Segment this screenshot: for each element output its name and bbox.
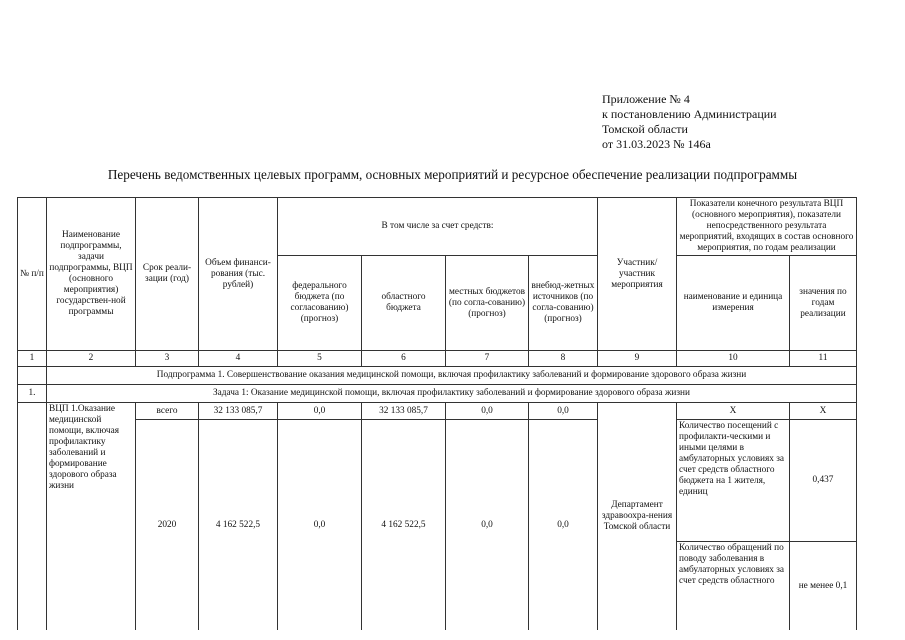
col-num-2: 2 [47, 351, 136, 367]
vcp-num [18, 403, 47, 631]
header-ind-name: наименование и единица измерения [677, 256, 790, 351]
vcp-total-local: 0,0 [446, 403, 529, 420]
vcp-total-extra: 0,0 [529, 403, 598, 420]
appendix-line-3: Томской области [602, 122, 688, 136]
col-num-7: 7 [446, 351, 529, 367]
vcp-2020-extra: 0,0 [529, 420, 598, 631]
vcp-2020-term: 2020 [136, 420, 199, 631]
vcp-total-federal: 0,0 [278, 403, 362, 420]
vcp-name: ВЦП 1.Оказание медицинской помощи, включая профилактику заболеваний и формирование здорового образа жизни [47, 403, 136, 631]
program-table [17, 197, 857, 630]
vcp-total-ind-value: Х [790, 403, 857, 420]
header-regional: областного бюджета [362, 256, 446, 351]
col-num-9: 9 [598, 351, 677, 367]
vcp-total-ind-name: Х [677, 403, 790, 420]
subprogram-title: Подпрограмма 1. Совершенствование оказания медицинской помощи, включая профилактику заболеваний и формирование здорового образа жизни [47, 367, 857, 385]
header-incl: В том числе за счет средств: [278, 198, 598, 256]
indicator-1-value: 0,437 [790, 420, 857, 542]
vcp-total-regional: 32 133 085,7 [362, 403, 446, 420]
vcp-2020-federal: 0,0 [278, 420, 362, 631]
indicator-2-value: не менее 0,1 [790, 542, 857, 631]
header-volume: Объем финанси-рования (тыс. рублей) [199, 198, 278, 351]
column-numbers-row [18, 351, 857, 367]
col-num-10: 10 [677, 351, 790, 367]
col-num-6: 6 [362, 351, 446, 367]
task-title: Задача 1: Оказание медицинской помощи, включая профилактику заболеваний и формирование здорового образа жизни [47, 385, 857, 403]
vcp-2020-regional: 4 162 522,5 [362, 420, 446, 631]
task-num: 1. [18, 385, 47, 403]
col-num-11: 11 [790, 351, 857, 367]
col-num-8: 8 [529, 351, 598, 367]
appendix-line-1: Приложение № 4 [602, 92, 690, 106]
col-num-5: 5 [278, 351, 362, 367]
subprogram-row [18, 367, 857, 385]
header-local: местных бюджетов (по согла-сованию) (прогноз) [446, 256, 529, 351]
vcp-participant: Департамент здравоохра-нения Томской области [598, 403, 677, 631]
vcp-total-term: всего [136, 403, 199, 420]
col-num-1: 1 [18, 351, 47, 367]
header-participant: Участник/ участник мероприятия [598, 198, 677, 351]
vcp-total-row [18, 403, 857, 420]
header-name: Наименование подпрограммы, задачи подпрограммы, ВЦП (основного мероприятия) государствен-ной программы [47, 198, 136, 351]
header-row-1 [18, 198, 857, 256]
header-term: Срок реали-зации (год) [136, 198, 199, 351]
indicator-1-name: Количество посещений с профилакти-ческими и иными целями в амбулаторных условиях за счет средств областного бюджета на 1 жителя, единиц [677, 420, 790, 542]
vcp-2020-local: 0,0 [446, 420, 529, 631]
header-num: № п/п [18, 198, 47, 351]
vcp-2020-row [18, 420, 857, 542]
header-federal: федерального бюджета (по согласованию) (прогноз) [278, 256, 362, 351]
vcp-total-volume: 32 133 085,7 [199, 403, 278, 420]
col-num-3: 3 [136, 351, 199, 367]
col-num-4: 4 [199, 351, 278, 367]
indicator-2-name: Количество обращений по поводу заболевания в амбулаторных условиях за счет средств областного [677, 542, 790, 631]
task-row [18, 385, 857, 403]
document-title: Перечень ведомственных целевых программ, основных мероприятий и ресурсное обеспечение реализации подпрограммы [107, 167, 798, 182]
appendix-block [602, 92, 777, 152]
subprogram-num [18, 367, 47, 385]
header-ind-values: значения по годам реализации [790, 256, 857, 351]
header-extra: внебюд-жетных источников (по согла-сованию) (прогноз) [529, 256, 598, 351]
header-indicators: Показатели конечного результата ВЦП (основного мероприятия), показатели непосредственного результата мероприятий, входящих в состав основного мероприятия, по годам реализации [677, 198, 857, 256]
vcp-2020-volume: 4 162 522,5 [199, 420, 278, 631]
appendix-line-2: к постановлению Администрации [602, 107, 777, 121]
appendix-line-4: от 31.03.2023 № 146а [602, 137, 711, 151]
